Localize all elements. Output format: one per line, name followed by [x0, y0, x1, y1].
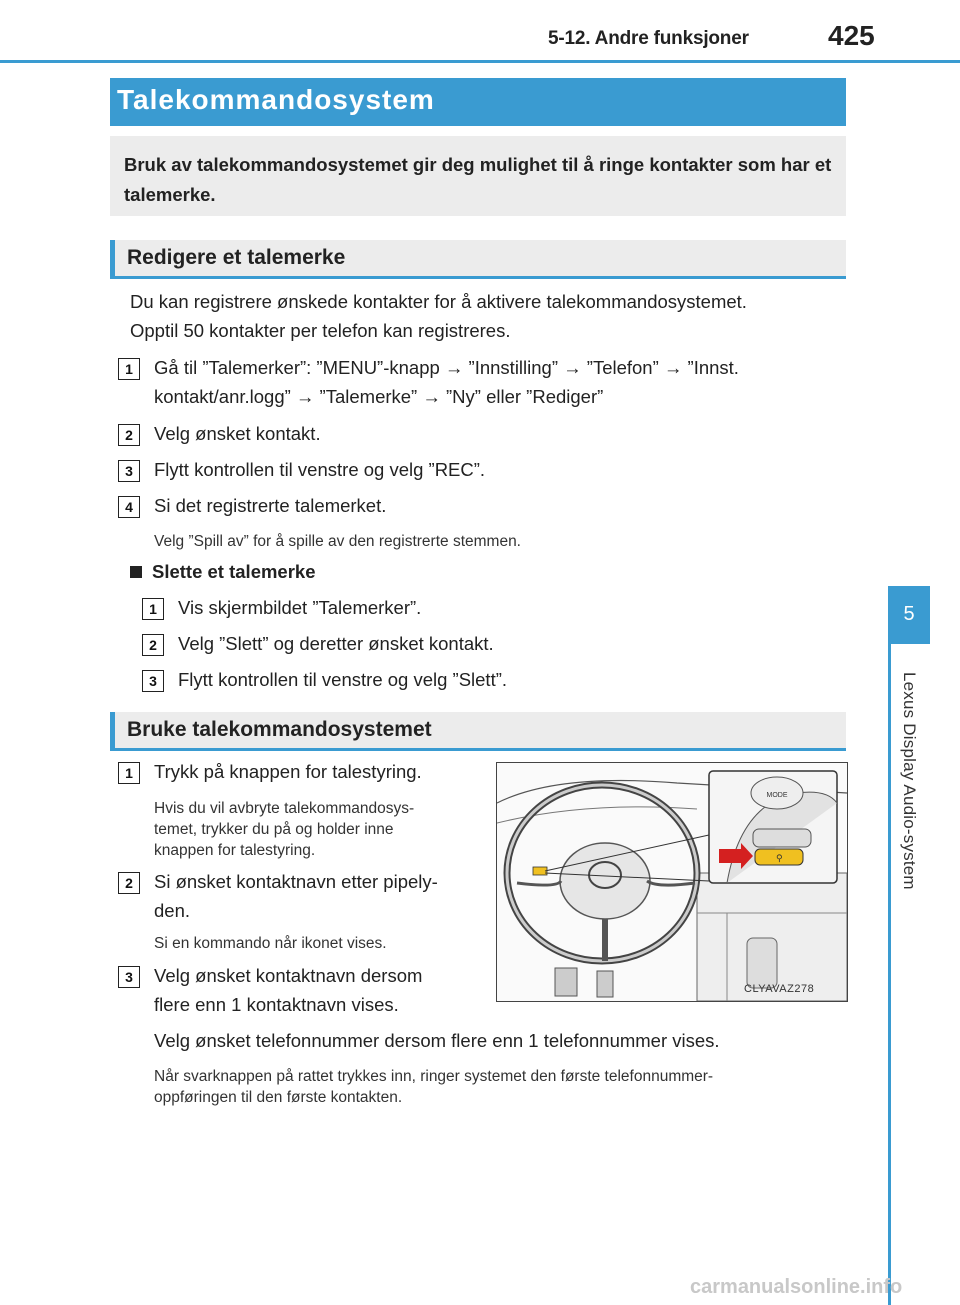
step-number: 3: [118, 460, 140, 482]
step-text: Velg ”Slett” og deretter ønsket kontakt.: [178, 633, 494, 654]
section-title: Bruke talekommandosystemet: [127, 718, 432, 741]
header-rule: [0, 60, 960, 63]
running-header-section: 5-12. Andre funksjoner: [548, 28, 749, 49]
step-text: Flytt kontrollen til venstre og velg ”REC”.: [154, 459, 486, 480]
step-number: 3: [118, 966, 140, 988]
step-text: den.: [154, 900, 191, 921]
step-number: 2: [118, 424, 140, 446]
paragraph-line: Du kan registrere ønskede kontakter for å aktivere talekommandosystemet.: [130, 291, 747, 312]
footer-watermark: carmanualsonline.info: [690, 1276, 903, 1298]
step-text: Si det registrerte talemerket.: [154, 495, 387, 516]
step-text: Trykk på knappen for talestyring.: [154, 761, 422, 782]
step-note: Når svarknappen på rattet trykkes inn, ringer systemet den første telefonnummer-: [154, 1068, 714, 1085]
step-number: 2: [142, 634, 164, 656]
step-text: kontakt/anr.logg” → ”Talemerke” → ”Ny” eller ”Rediger”: [154, 386, 604, 407]
step-text: flere enn 1 kontaktnavn vises.: [154, 994, 399, 1015]
steering-wheel-illustration: [496, 762, 848, 1002]
mode-button-label: MODE: [766, 792, 788, 799]
chapter-title-vertical: Lexus Display Audio-system: [900, 672, 919, 890]
step-text: Velg ønsket kontakt.: [154, 423, 321, 444]
page-number: 425: [828, 20, 875, 51]
section-accent: [110, 712, 115, 748]
section-title: Redigere et talemerke: [127, 246, 346, 269]
image-code: CLYAVAZ278: [744, 983, 815, 995]
chapter-side-rule: [888, 644, 891, 1305]
sub-heading: Slette et talemerke: [152, 561, 316, 582]
steering-wheel-drawing: [497, 763, 847, 1001]
paragraph-line: Opptil 50 kontakter per telefon kan registreres.: [130, 320, 511, 341]
square-bullet-icon: [130, 566, 142, 578]
step-text: Gå til ”Talemerker”: ”MENU”-knapp → ”Innstilling” → ”Telefon” → ”Innst.: [154, 357, 739, 378]
intro-text: Bruk av talekommandosystemet gir deg mulighet til å ringe kontakter som har et talemerke.: [124, 154, 832, 205]
step-note: Si en kommando når ikonet vises.: [154, 935, 387, 952]
step-number: 2: [118, 872, 140, 894]
step-text: Velg ønsket telefonnummer dersom flere enn 1 telefonnummer vises.: [154, 1030, 720, 1051]
step-note: oppføringen til den første kontakten.: [154, 1089, 403, 1106]
step-number: 4: [118, 496, 140, 518]
svg-text:⚲: ⚲: [776, 854, 783, 864]
step-number: 1: [118, 358, 140, 380]
step-note: knappen for talestyring.: [154, 842, 316, 859]
step-text: Velg ønsket kontaktnavn dersom: [154, 965, 423, 986]
step-note: Hvis du vil avbryte talekommandosys-: [154, 800, 415, 817]
chapter-tab: 5: [888, 586, 930, 644]
step-text: Si ønsket kontaktnavn etter pipely-: [154, 871, 438, 892]
step-text: Flytt kontrollen til venstre og velg ”Slett”.: [178, 669, 508, 690]
step-note: Velg ”Spill av” for å spille av den registrerte stemmen.: [154, 533, 521, 550]
step-number: 1: [118, 762, 140, 784]
step-note: temet, trykker du på og holder inne: [154, 821, 394, 838]
step-number: 3: [142, 670, 164, 692]
page-title: Talekommandosystem: [117, 84, 435, 115]
step-text: Vis skjermbildet ”Talemerker”.: [178, 597, 422, 618]
step-number: 1: [142, 598, 164, 620]
section-accent: [110, 240, 115, 276]
